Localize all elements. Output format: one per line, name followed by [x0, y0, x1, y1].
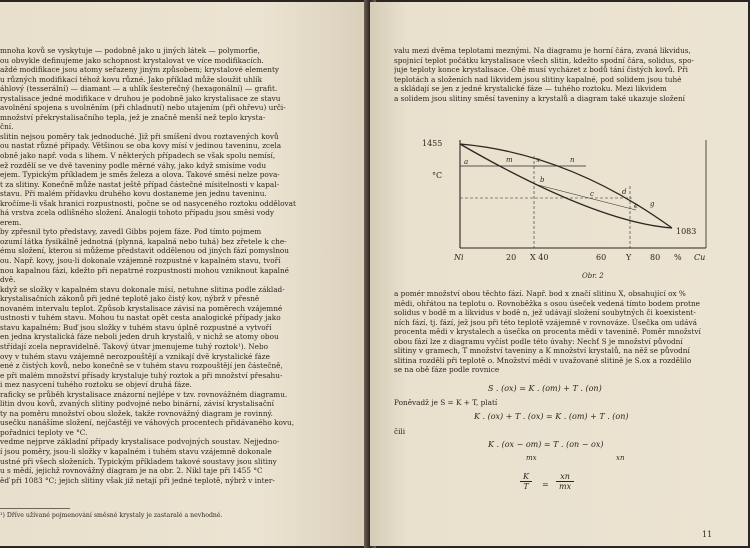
- point-b: b: [540, 176, 545, 184]
- xlabel-20: 20: [506, 253, 517, 262]
- xlabel-cu: Cu: [694, 253, 706, 262]
- fraction-k-t: [520, 472, 532, 491]
- left-text-line: avolnění spojena s uvolněním (při chladnutí) nebo utajením (při ohřevu) urči-: [0, 103, 286, 113]
- temp-1083: 1083: [676, 227, 697, 236]
- left-text-line: ež rozdělí se ve dvě taveniny podle měrné váhy, jako když smísíme vodu: [0, 160, 267, 170]
- equation-2: K . (ox) + T . (ox) = K . (om) + T . (on): [474, 412, 629, 421]
- point-g: g: [650, 200, 655, 208]
- right-mid-line: slitina rozdělí při teplotě o. Množství mědi v uvažované slitině je S.ox a rozdělilo: [394, 355, 692, 365]
- equation-3-under-mx: mx: [526, 454, 537, 462]
- left-text-line: slitin nejsou poměry tak jednoduché. Již při smíšení dvou roztavených kovů: [0, 131, 279, 141]
- equation-1: S . (ox) = K . (om) + T . (on): [488, 384, 602, 393]
- left-text-line: obně jako např. voda s lihem. V některých případech se však spolu nemísí,: [0, 151, 276, 161]
- point-a: a: [464, 158, 469, 166]
- left-text-line: by zpřesnil tyto představy, zavedl Gibbs pojem fáze. Pod tímto pojmem: [0, 227, 262, 237]
- left-text-line: mnoha kovů se vyskytuje — podobně jako u jiných látek — polymorfie,: [0, 46, 260, 55]
- left-text-line: ovy v tuhém stavu vzájemně nerozpouštějí a vznikají dvě krystalické fáze: [0, 351, 270, 361]
- left-text-line: ěď při 1083 °C; jejich slitiny však již netají při jedné teplotě, nýbrž v inter-: [0, 475, 275, 485]
- left-text-line: stavu kapalném: Buď jsou složky v tuhém stavu úplně rozpustné a vytvoří: [0, 322, 272, 332]
- equation-3-label: čili: [394, 427, 406, 436]
- left-text-line: ejem. Typickým příkladem je směs železa a olova. Takové směsi nelze pova-: [0, 170, 280, 180]
- left-text-line: množství překrystalisačního tepla, jež je značně menší než teplo krysta-: [0, 112, 266, 122]
- right-top-text: [394, 46, 724, 103]
- right-top-line: valu mezi dvěma teplotami meznými. Na diagramu je horní čára, zvaná likvidus,: [394, 46, 691, 55]
- left-text-line: usečku nanášíme složení, nejčastěji ve váhových procentech přidávaného kovu,: [0, 418, 295, 428]
- left-text-line: když se složky v kapalném stavu dokonale mísí, netuhne slitina podle základ-: [0, 284, 285, 294]
- left-text-line: stavu. Při malém přídavku druhého kovu dostaneme jen jednu taveninu.: [0, 189, 267, 199]
- right-mid-line: slitiny v gramech, T množství taveniny a K množství krystalů, na něž se původní: [394, 346, 690, 356]
- left-text-line: ou nastat různé případy. Většinou se oba kovy mísí v jedinou taveninu, zcela: [0, 141, 282, 151]
- point-m: m: [506, 156, 513, 164]
- left-text-line: nou kapalnou fázi, kdežto při nepatrné rozpustnosti mohou vzniknout kapalné: [0, 265, 289, 275]
- left-text-line: ustnosti v tuhém stavu. Mohou tu nastat opět cesta analogické případy jako: [0, 313, 281, 323]
- fraction-xn-mx: [556, 472, 574, 491]
- xlabel-80: 80: [650, 253, 661, 262]
- left-text-line: e při malém množství přísady krystaluje tuhý roztok a při množství přesahu-: [0, 370, 283, 380]
- equation-3-under-xn: xn: [616, 454, 625, 462]
- left-text-line: krystalisačních zákonů při jedné teplotě jako čistý kov, nýbrž v přesně: [0, 294, 260, 304]
- left-text-block: [0, 46, 360, 485]
- left-text-line: ustné při všech složeních. Typickým příkladem takové soustavy jsou slitiny: [0, 456, 277, 466]
- point-x: x: [536, 156, 540, 164]
- right-mid-line: mědi, ohřátou na teplotu o. Rovnoběžka s osou úseček vedená tímto bodem protne: [394, 298, 701, 308]
- left-text-line: í jsou poměry, jsou-li složky v kapalném i tuhém stavu vzájemně dokonale: [0, 446, 272, 456]
- left-page: [0, 2, 368, 546]
- point-e: e: [634, 202, 639, 210]
- xlabel-40: X 40: [530, 253, 549, 262]
- phase-diagram: [410, 136, 730, 286]
- right-mid-line: ních fází, tj. fází, jež jsou při této teplotě vzájemně v rovnováze. Úsečka om udává: [394, 317, 697, 327]
- xlabel-y: Y: [626, 253, 632, 262]
- temp-1455: 1455: [422, 139, 443, 148]
- left-text-line: ené z čistých kovů, nebo konečně se v tuhém stavu rozpouštějí jen částečně,: [0, 361, 283, 371]
- equation-2-intro: Poněvadž je S = K + T, platí: [394, 398, 498, 407]
- right-mid-text: [394, 289, 724, 375]
- right-top-line: a solidem jsou slitiny směsí taveniny a krystalů a diagram také ukazuje složení: [394, 93, 685, 103]
- left-text-line: novaném intervalu teplot. Způsob krystalisace závisí na poměrech vzájemné: [0, 303, 283, 313]
- fraction-t: T: [523, 482, 529, 491]
- fraction-equals: =: [542, 480, 549, 489]
- right-mid-line: procenta mědi v krystalech a úsečka on procenta mědi v tavenině. Poměr množství: [394, 327, 701, 337]
- left-text-line: aždé modifikace jsou atomy seřazeny jiným způsobem; krystalové elementy: [0, 65, 280, 75]
- right-mid-line: obou fází lze z diagramu vyčíst podle této úvahy: Nechť S je množství původní: [394, 336, 683, 346]
- left-text-line: ou. Např. kovy, jsou-li dokonale vzájemně rozpustné v kapalném stavu, tvoří: [0, 256, 281, 266]
- right-mid-line: se na obě fáze podle rovnice: [394, 365, 500, 375]
- point-c: c: [590, 190, 594, 198]
- left-text-line: áhlový (tesserální) — diamant — a uhlík šesterečný (hexagonální) — grafit.: [0, 84, 278, 94]
- right-mid-line: solidus v bodě m a likvidus v bodě n, jež udávají složení soubytných či koexistent-: [394, 308, 696, 318]
- fraction-xn: xn: [556, 472, 574, 482]
- point-d: d: [622, 188, 627, 196]
- footnote-text: ¹) Dříve užívané pojmenování směsné krystaly je zastaralé a nevhodné.: [0, 512, 223, 519]
- left-text-line: střídají zcela nepravidelně. Takový útvar jmenujeme tuhý roztok¹). Nebo: [0, 341, 269, 351]
- footnote: [0, 508, 360, 519]
- solidus-curve: [460, 144, 672, 228]
- left-text-line: litin dvou kovů, zvaných slitiny podvojné nebo binární, závisí krystalisační: [0, 399, 274, 409]
- left-text-line: i mez nasycení tuhého roztoku se objeví druhá fáze.: [0, 380, 192, 390]
- left-text-line: rystalisace jedné modifikace v druhou je podobně jako krystalisace ze stavu: [0, 93, 281, 103]
- fraction-mx: mx: [559, 482, 572, 491]
- left-text-line: ty na poměru množství obou složek, takže rovnovážný diagram je rovinný.: [0, 408, 273, 418]
- xlabel-percent: %: [674, 253, 682, 262]
- left-text-line: ému složení, kterou si můžeme představit oddělenou od jiných fází pomyslnou: [0, 246, 290, 256]
- left-text-line: u různých modifikací téhož kovu různé. Jako příklad může sloužit uhlík: [0, 74, 263, 84]
- right-top-line: a skládají se jen z jedné krystalické fáze — tuhého roztoku. Mezi likvidem: [394, 84, 667, 94]
- left-text-line: raficky se průběh krystalisace znázorní nejlépe v tzv. rovnovážném diagramu.: [0, 389, 288, 399]
- fraction-k: K: [520, 472, 532, 482]
- left-text-line: kročíme-li však hranici rozpustnosti, počne se od nasyceného roztoku oddělovat: [0, 198, 296, 208]
- left-text-line: u s mědí, jejichž rovnovážný diagram je na obr. 2. Nikl taje při 1455 °C: [0, 466, 263, 476]
- left-text-line: há vrstva zcela odlišného složení. Analogii tohoto případu jsou směsi vody: [0, 208, 274, 218]
- right-mid-line: a pomér množství obou těchto fází. Např. bod x značí slitinu X, obsahující ox %: [394, 289, 686, 298]
- left-text-line: erem.: [0, 217, 22, 227]
- footnote-rule: [0, 508, 70, 509]
- point-n: n: [570, 156, 575, 164]
- xlabel-60: 60: [596, 253, 607, 262]
- left-text-line: dvě.: [0, 275, 16, 285]
- right-top-line: spojnicí teplot počátku krystalisace všech slitin, kdežto spodní čára, solidus, spo-: [394, 55, 694, 65]
- left-text-line: t za slitiny. Konečně může nastat ještě případ částečné mísitelnosti v kapal-: [0, 179, 280, 189]
- left-text-line: vedme nejprve základní případy krystalisace podvojných soustav. Nejjedno-: [0, 437, 280, 447]
- liquidus-curve: [460, 144, 672, 228]
- unit-label: °C: [432, 171, 443, 180]
- right-top-line: juje teploty konce krystalisace. Obě musí vycházet z bodů tání čistých kovů. Při: [394, 65, 688, 75]
- left-text-line: ční.: [0, 122, 14, 132]
- right-page: [370, 2, 748, 546]
- xlabel-ni: Ni: [454, 253, 464, 262]
- left-text-line: pořadnici teploty ve °C.: [0, 427, 88, 437]
- figure-caption: Obr. 2: [582, 272, 604, 280]
- left-text-line: ozumí látka fysikálně jednotná (plynná, kapalná nebo tuhá) bez zřetele k che-: [0, 236, 287, 246]
- left-text-line: en jedna krystalická fáze neboli jeden druh krystalů, v nichž se atomy obou: [0, 332, 279, 342]
- equation-3: K . (ox − om) = T . (on − ox): [488, 440, 604, 449]
- right-top-line: teplotách a složeních nad likvidem jsou slitiny kapalné, pod solidem jsou tuhé: [394, 74, 682, 84]
- page-number: 11: [702, 530, 713, 539]
- left-text-line: ou obvykle definujeme jako schopnost krystalovat ve více modifikacích.: [0, 55, 264, 65]
